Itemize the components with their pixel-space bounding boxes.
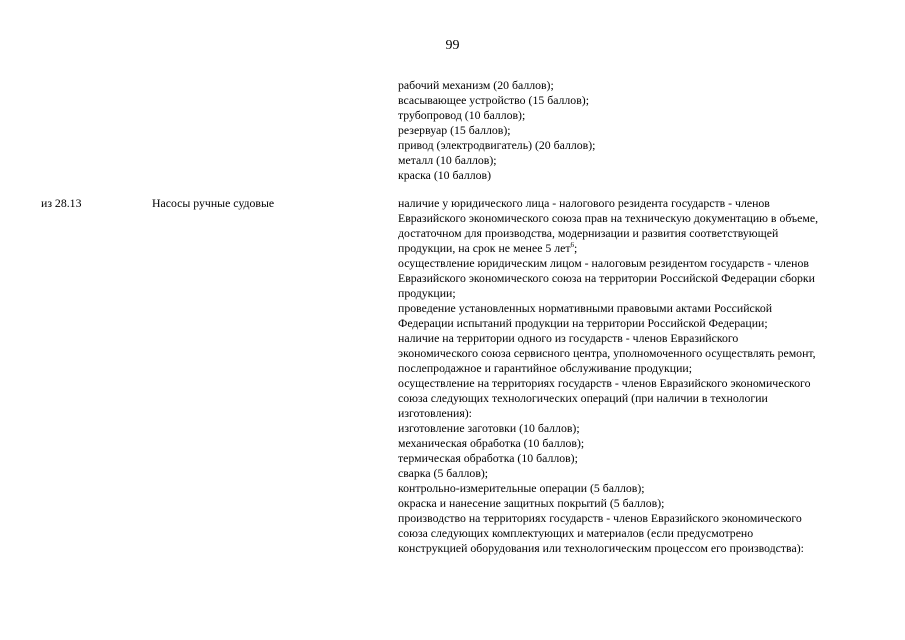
continued-line: привод (электродвигатель) (20 баллов); (398, 138, 596, 152)
continued-line: рабочий механизм (20 баллов); (398, 78, 554, 92)
requirement-line: контрольно-измерительные операции (5 баллов); (398, 481, 645, 495)
requirement-line: наличие на территории одного из государств - членов Евразийского (398, 331, 739, 345)
requirement-punctuation: ; (574, 241, 578, 255)
continued-line: металл (10 баллов); (398, 153, 497, 167)
row-code: из 28.13 (41, 196, 82, 210)
continued-line: трубопровод (10 баллов); (398, 108, 526, 122)
requirement-line: продукции; (398, 286, 456, 300)
continued-line: резервуар (15 баллов); (398, 123, 511, 137)
page-number: 99 (445, 38, 460, 53)
requirement-line: достаточном для производства, модернизации и развития соответствующей (398, 226, 779, 240)
footnote-mark: 6 (570, 241, 575, 250)
requirement-line: Федерации испытаний продукции на территории Российской Федерации; (398, 316, 768, 330)
row-product-name: Насосы ручные судовые (152, 196, 275, 210)
requirement-line: наличие у юридического лица - налогового резидента государств - членов (398, 196, 770, 210)
requirement-line: окраска и нанесение защитных покрытий (5 баллов); (398, 496, 665, 510)
requirement-line: осуществление на территориях государств - членов Евразийского экономического (398, 376, 811, 390)
requirement-line: термическая обработка (10 баллов); (398, 451, 578, 465)
requirement-line-with-footnote (398, 241, 577, 257)
requirement-line: сварка (5 баллов); (398, 466, 489, 480)
requirement-line: осуществление юридическим лицом - налоговым резидентом государств - членов (398, 256, 809, 270)
requirement-line: изготовление заготовки (10 баллов); (398, 421, 580, 435)
requirement-line: проведение установленных нормативными правовыми актами Российской (398, 301, 773, 315)
requirement-text: продукции, на срок не менее 5 лет (398, 241, 571, 255)
requirement-line: союза следующих технологических операций (при наличии в технологии (398, 391, 768, 405)
requirement-line: производство на территориях государств - членов Евразийского экономического (398, 511, 802, 525)
requirement-line: изготовления): (398, 406, 472, 420)
continued-line: всасывающее устройство (15 баллов); (398, 93, 589, 107)
requirement-line: послепродажное и гарантийное обслуживание продукции; (398, 361, 692, 375)
continued-line: краска (10 баллов) (398, 168, 492, 182)
requirement-line: механическая обработка (10 баллов); (398, 436, 585, 450)
requirement-line: Евразийского экономического союза на территории Российской Федерации сборки (398, 271, 815, 285)
requirement-line: союза следующих комплектующих и материалов (если предусмотрено (398, 526, 754, 540)
requirement-line: экономического союза сервисного центра, уполномоченного осуществлять ремонт, (398, 346, 816, 360)
requirement-line: конструкцией оборудования или технологическим процессом его производства): (398, 541, 804, 555)
requirement-line: Евразийского экономического союза прав на техническую документацию в объеме, (398, 211, 819, 225)
